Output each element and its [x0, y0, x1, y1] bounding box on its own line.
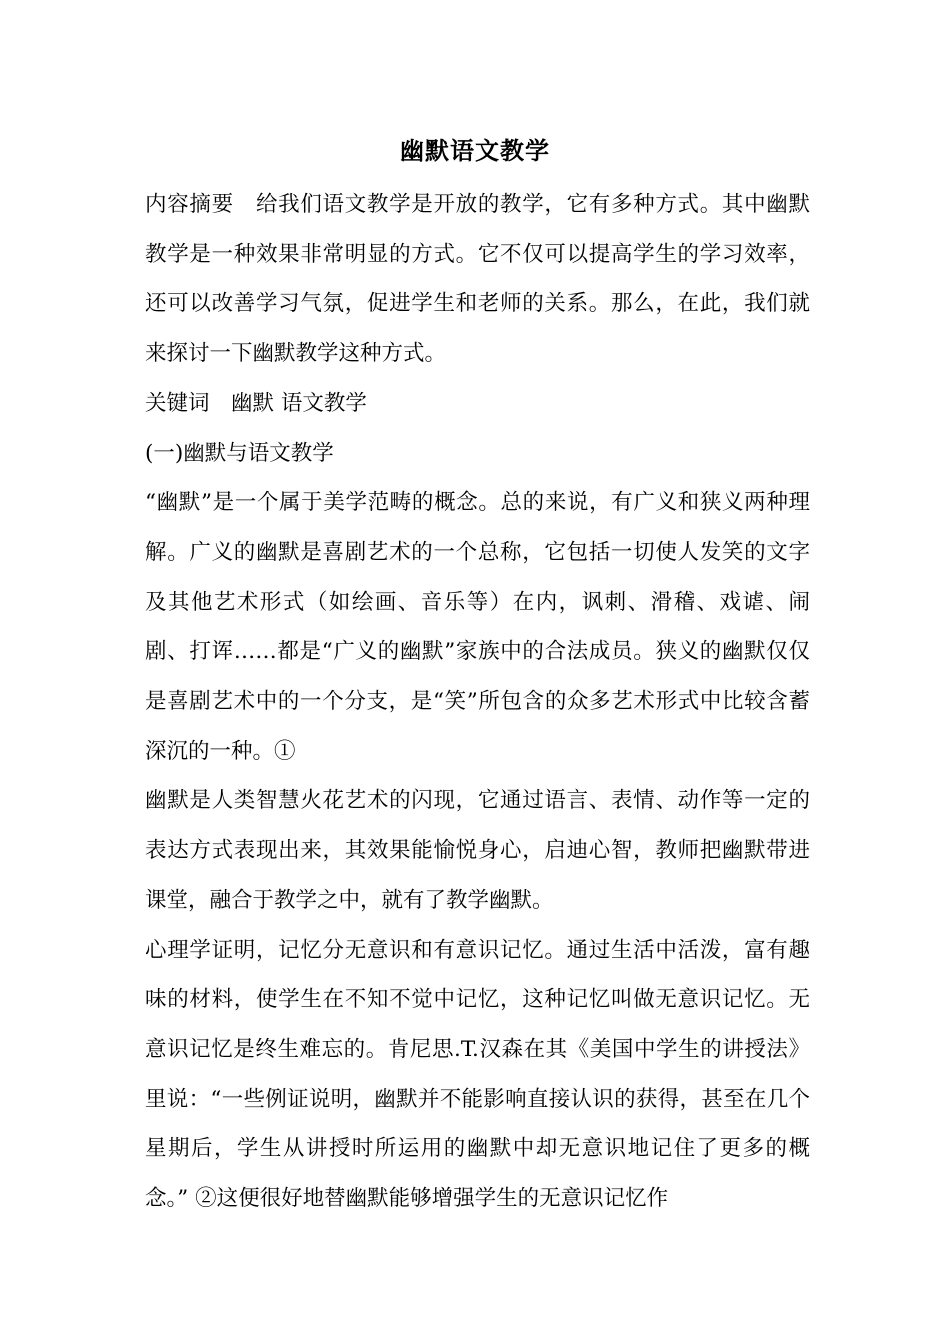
abstract-paragraph: 内容摘要 给我们语文教学是开放的教学，它有多种方式。其中幽默教学是一种效果非常明显的方式。它不仅可以提高学生的学习效率，还可以改善学习气氛，促进学生和老师的关系。那么，在此，我们就来探讨一下幽默教学这种方式。 — [145, 192, 810, 367]
body-paragraph: 心理学证明，记忆分无意识和有意识记忆。通过生活中活泼，富有趣味的材料，使学生在不知不觉中记忆，这种记忆叫做无意识记忆。无意识记忆是终生难忘的。肯尼思.T.汉森在其《美国中学生的讲授法》里说：“一些例证说明，幽默并不能影响直接认识的获得，甚至在几个星期后，学生从讲授时所运用的幽默中却无意识地记住了更多的概念。” ②这便很好地替幽默能够增强学生的无意识记忆作 — [145, 937, 810, 1212]
body-paragraph: “幽默”是一个属于美学范畴的概念。总的来说，有广义和狭义两种理解。广义的幽默是喜剧艺术的一个总称，它包括一切使人发笑的文字及其他艺术形式（如绘画、音乐等）在内，讽刺、滑稽、戏谑、闹剧、打诨……都是“广义的幽默”家族中的合法成员。狭义的幽默仅仅是喜剧艺术中的一个分支，是“笑”所包含的众多艺术形式中比较含蓄深沉的一种。① — [145, 490, 810, 764]
section-heading: (一)幽默与语文教学 — [145, 440, 334, 466]
document-body — [145, 180, 810, 1224]
body-paragraph: 幽默是人类智慧火花艺术的闪现，它通过语言、表情、动作等一定的表达方式表现出来，其效果能愉悦身心，启迪心智，教师把幽默带进课堂，融合于教学之中，就有了教学幽默。 — [145, 788, 810, 913]
document-title: 幽默语文教学 — [400, 136, 550, 165]
keywords-paragraph: 关键词 幽默 语文教学 — [145, 390, 367, 416]
